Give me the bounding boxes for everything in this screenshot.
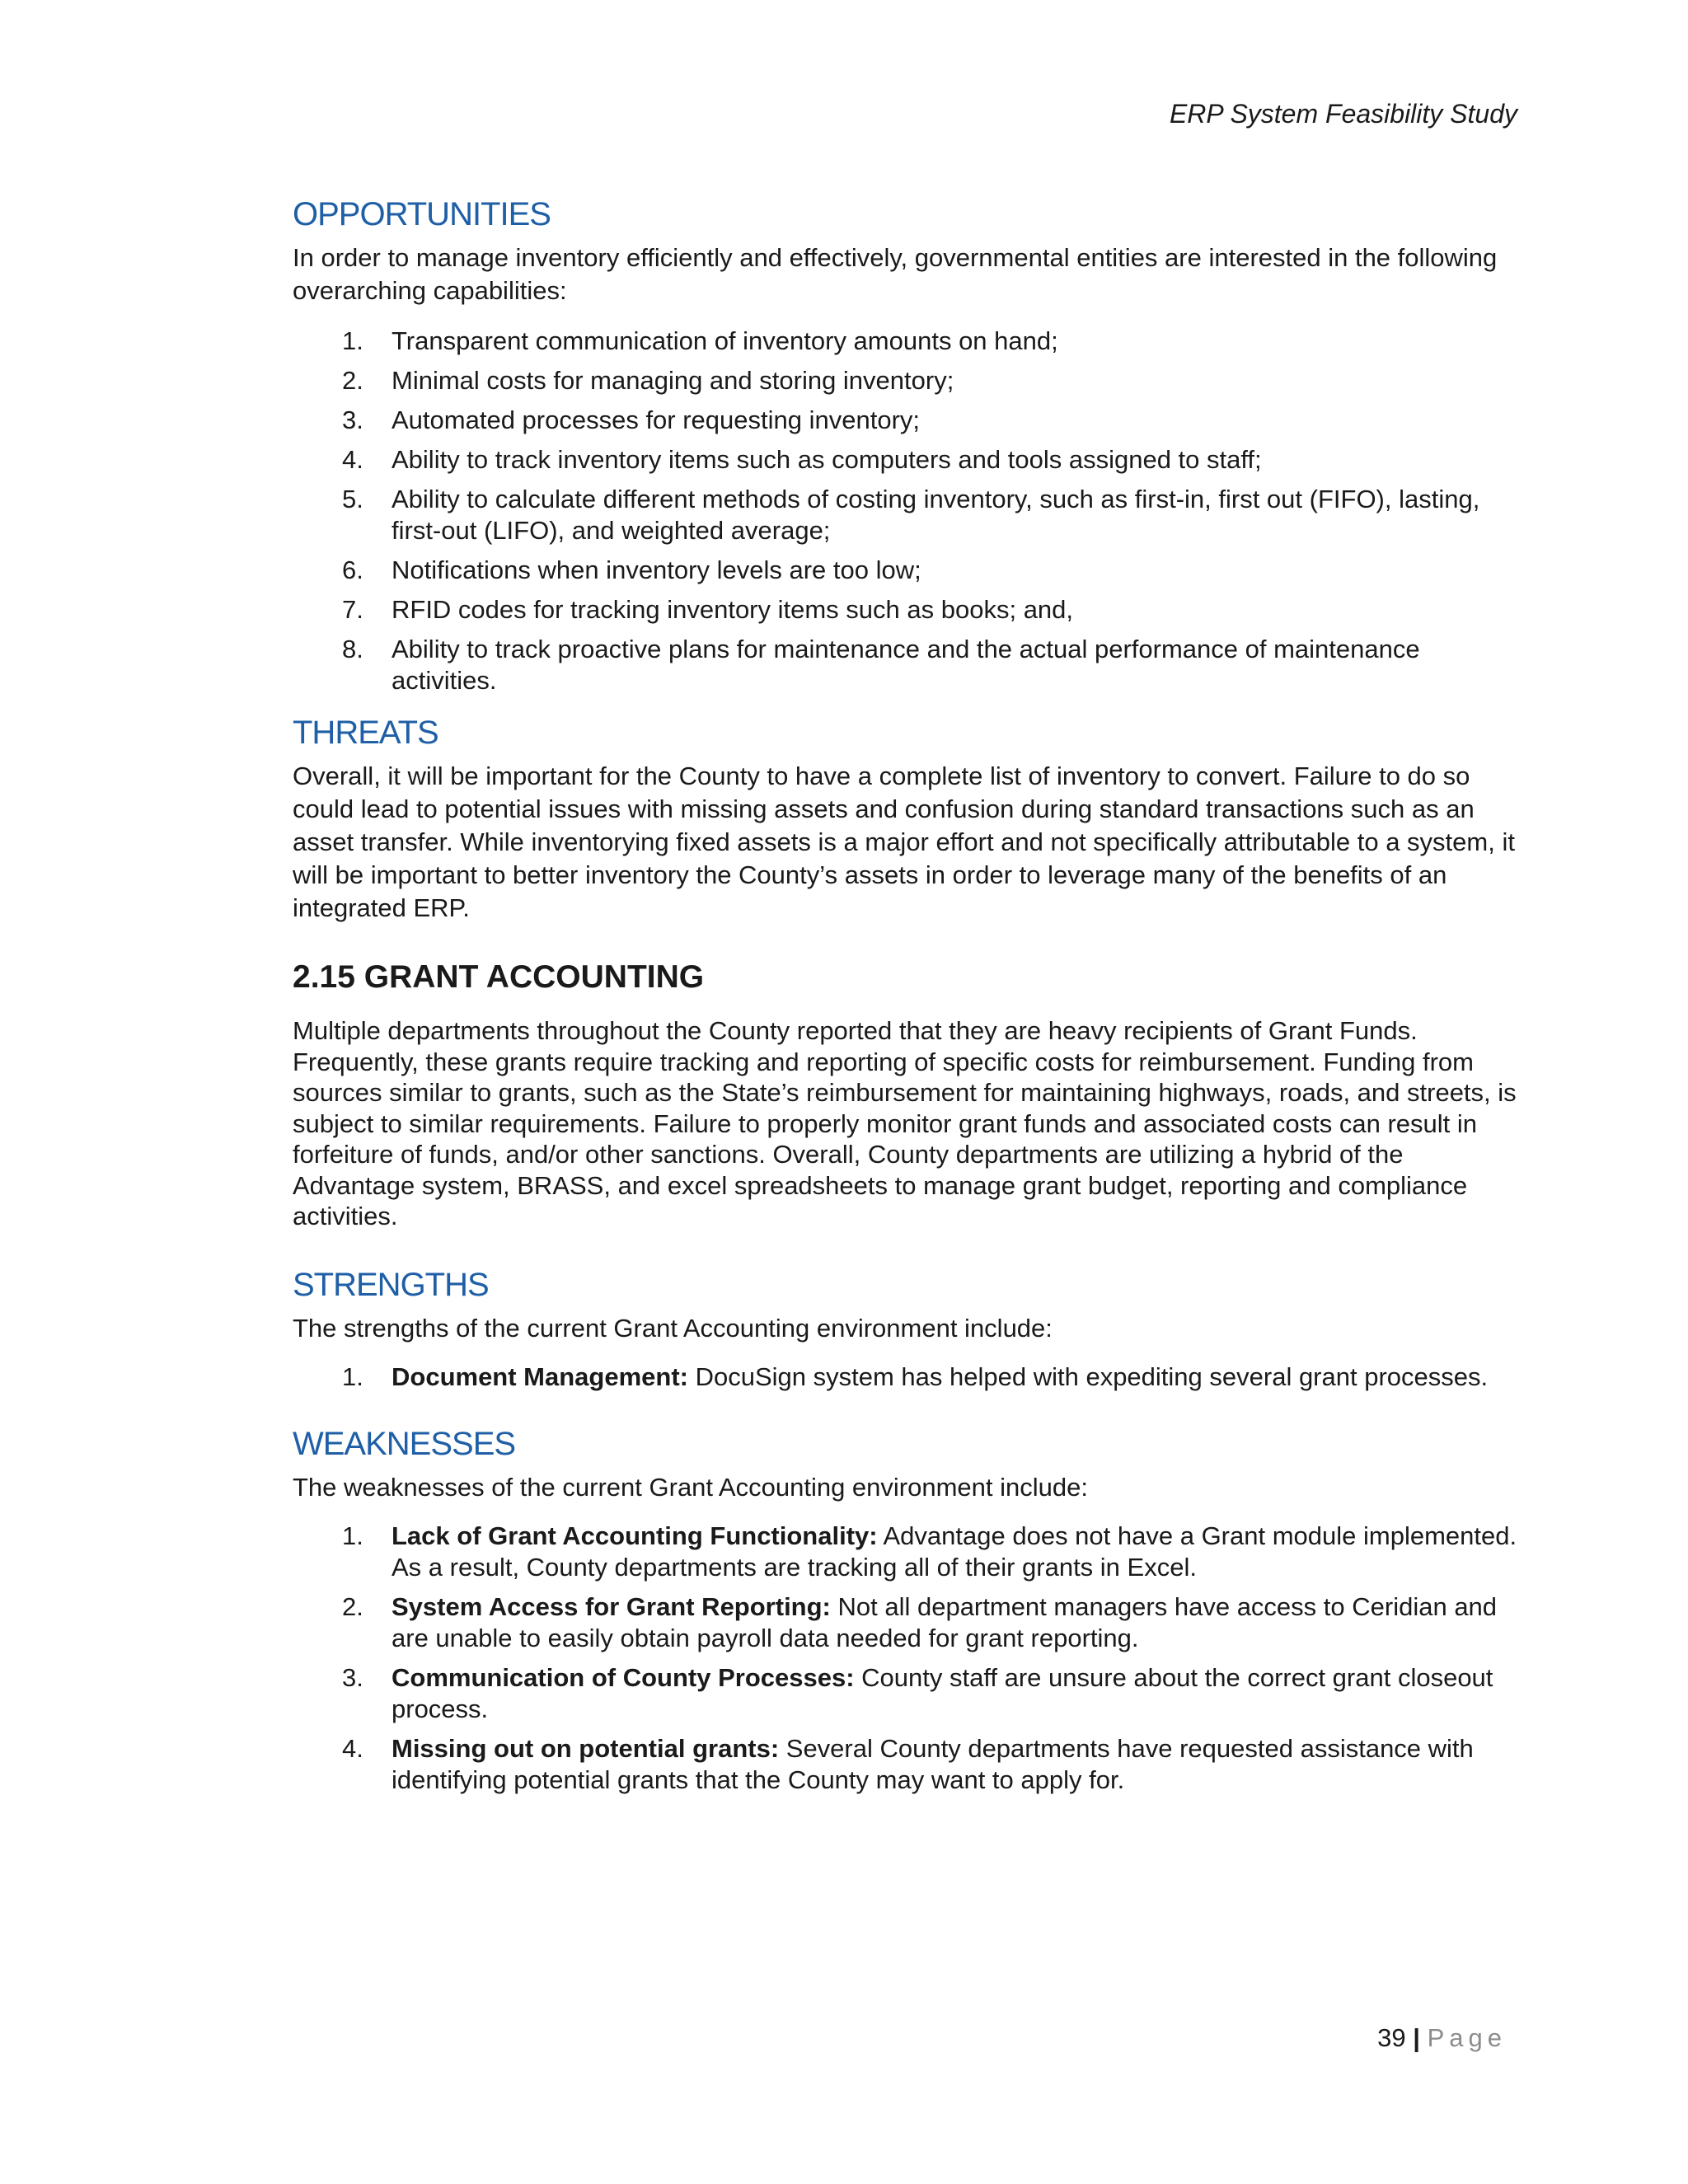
opportunities-intro: In order to manage inventory efficiently and effectively, governmental entities are interested in the following overarching capabilities: [293, 243, 1498, 305]
list-item [342, 365, 1529, 396]
list-number: 3. [342, 405, 363, 434]
weaknesses-heading: WEAKNESSES [293, 1425, 516, 1462]
list-term: Document Management: [392, 1361, 688, 1391]
list-number: 2. [342, 366, 363, 395]
list-item [342, 1733, 1529, 1796]
page-number: 39 [1377, 2023, 1406, 2052]
list-number: 8. [342, 635, 363, 663]
page-label: Page [1427, 2023, 1507, 2052]
grant-accounting-heading: 2.15 GRANT ACCOUNTING [293, 959, 705, 995]
list-text [392, 1361, 1529, 1393]
list-number: 1. [342, 1521, 363, 1550]
list-text: Ability to track proactive plans for maintenance and the actual performance of maintenance activities. [392, 635, 1420, 695]
list-item [342, 634, 1529, 696]
list-text: Ability to calculate different methods of costing inventory, such as first-in, first out (FIFO), lasting, first-out (LIFO), and weighted average; [392, 485, 1480, 545]
document-header-title: ERP System Feasibility Study [1169, 99, 1517, 129]
strengths-list [293, 1361, 1529, 1393]
list-item [342, 1361, 1529, 1393]
list-text: Transparent communication of inventory amounts on hand; [392, 326, 1058, 355]
list-text [392, 1662, 1529, 1725]
opportunities-list [293, 326, 1529, 696]
list-text: Minimal costs for managing and storing inventory; [392, 366, 954, 395]
opportunities-heading: OPPORTUNITIES [293, 196, 551, 232]
list-text: RFID codes for tracking inventory items such as books; and, [392, 595, 1074, 624]
weaknesses-list [293, 1521, 1529, 1796]
list-description: DocuSign system has helped with expediting several grant processes. [687, 1361, 1489, 1391]
list-description: Advantage does not have a Grant module implemented. As a result, County departments are tracking all of their grants in Excel. [392, 1521, 1517, 1582]
list-item [342, 405, 1529, 436]
list-term: System Access for Grant Reporting: [392, 1591, 831, 1621]
list-text: Notifications when inventory levels are too low; [392, 555, 921, 584]
list-text: Ability to track inventory items such as computers and tools assigned to staff; [392, 445, 1262, 474]
threats-paragraph: Overall, it will be important for the County to have a complete list of inventory to convert. Failure to do so could lead to potential issues with missing assets and confusion during standard transactions such as an asset transfer. While inventorying fixed assets is a major effort and not specifically attributable to a system, it will be important to better inventory the County’s assets in order to leverage many of the benefits of an integrated ERP. [293, 762, 1515, 922]
list-number: 2. [342, 1591, 363, 1621]
list-number: 5. [342, 485, 363, 513]
list-item [342, 1591, 1529, 1654]
list-term: Communication of County Processes: [392, 1662, 855, 1692]
list-term: Missing out on potential grants: [392, 1733, 780, 1763]
list-text: Automated processes for requesting inventory; [392, 405, 921, 434]
list-text [392, 1521, 1529, 1583]
strengths-intro: The strengths of the current Grant Accounting environment include: [293, 1313, 1053, 1343]
page-separator: | [1413, 2023, 1420, 2052]
list-description: County staff are unsure about the correct grant closeout process. [392, 1662, 1493, 1723]
list-item [342, 444, 1529, 476]
list-number: 4. [342, 445, 363, 474]
list-number: 6. [342, 555, 363, 584]
page-content [293, 196, 1529, 1814]
weaknesses-intro: The weaknesses of the current Grant Accounting environment include: [293, 1472, 1088, 1502]
list-description: Several County departments have requested assistance with identifying potential grants that the County may want to apply for. [392, 1733, 1474, 1794]
list-number: 1. [342, 1361, 363, 1391]
list-item [342, 326, 1529, 357]
threats-heading: THREATS [293, 715, 438, 751]
list-text [392, 1733, 1529, 1796]
grant-accounting-paragraph: Multiple departments throughout the County reported that they are heavy recipients of Grant Funds. Frequently, these grants require tracking and reporting of specific costs for reimbursement. Funding from sources similar to grants, such as the State’s reimbursement for maintaining highways, roads, and streets, is subject to similar requirements. Failure to properly monitor grant funds and associated costs can result in forfeiture of funds, and/or other sanctions. Overall, County departments are utilizing a hybrid of the Advantage system, BRASS, and excel spreadsheets to manage grant budget, reporting and compliance activities. [293, 1016, 1517, 1230]
list-description: Not all department managers have access to Ceridian and are unable to easily obtain payroll data needed for grant reporting. [392, 1591, 1498, 1652]
list-number: 3. [342, 1662, 363, 1692]
list-item [342, 484, 1529, 546]
list-item [342, 555, 1529, 586]
list-item [342, 1662, 1529, 1725]
list-number: 7. [342, 595, 363, 624]
list-item [342, 594, 1529, 626]
list-text [392, 1591, 1529, 1654]
list-number: 1. [342, 326, 363, 355]
list-item [342, 1521, 1529, 1583]
list-number: 4. [342, 1733, 363, 1763]
page-footer [1377, 2023, 1507, 2053]
strengths-heading: STRENGTHS [293, 1266, 489, 1303]
list-term: Lack of Grant Accounting Functionality: [392, 1521, 878, 1550]
